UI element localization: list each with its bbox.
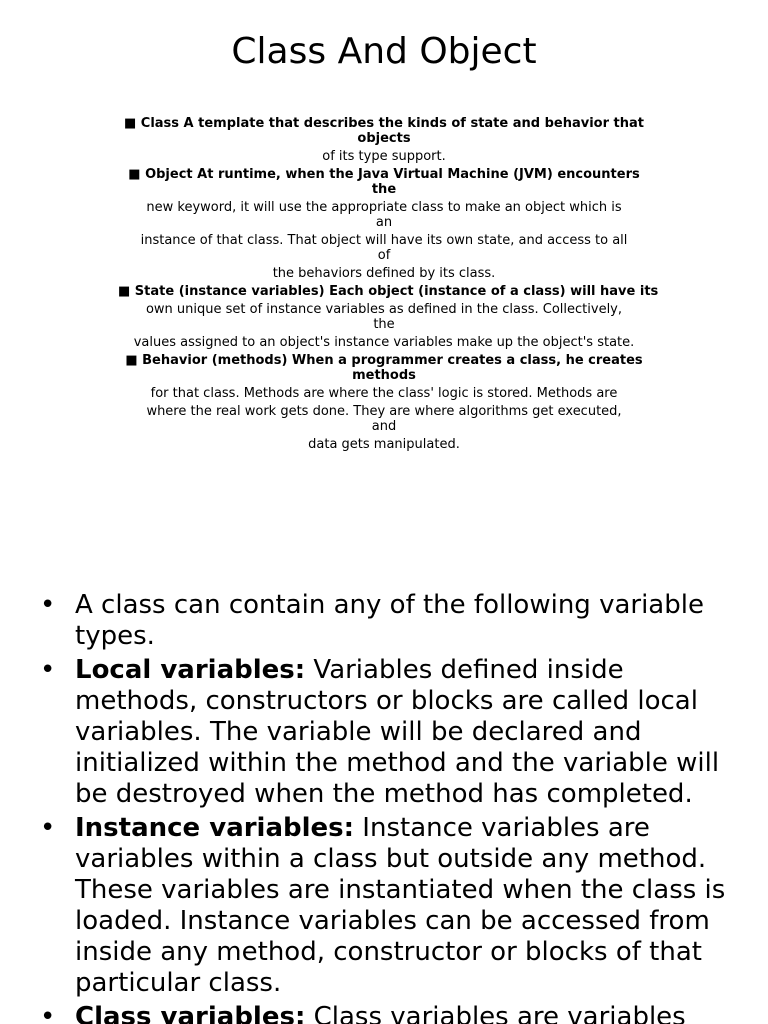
bullet-dot: • bbox=[40, 655, 56, 685]
bullet-text: Variables defined inside methods, constructors or blocks are called local variables. The variable will be declared and initialized within the method and the variable will be destroyed when the method has completed. bbox=[75, 655, 720, 809]
bullet-label: Class variables: bbox=[75, 1002, 306, 1024]
bullet-dot: • bbox=[40, 813, 56, 843]
slide-title: Class And Object bbox=[231, 31, 537, 72]
definition-text: values assigned to an object's instance variables make up the object's state. bbox=[133, 335, 635, 350]
bullet-text: Instance variables are variables within a class but outside any method. These variables are instantiated when the class is loaded. Instance variables can be accessed from inside any method, constructor or blocks of that particular class. bbox=[75, 813, 726, 998]
definition-wrap: an bbox=[375, 215, 393, 230]
bullet-dot: • bbox=[40, 1002, 56, 1024]
definition-text: for that class. Methods are where the class' logic is stored. Methods are bbox=[150, 386, 618, 401]
definition-text: ■ State (instance variables) Each object (instance of a class) will have its bbox=[118, 284, 659, 299]
definition-text: instance of that class. That object will have its own state, and access to all bbox=[140, 233, 628, 248]
bullet-text: A class can contain any of the following variable types. bbox=[75, 590, 704, 651]
definition-text: where the real work gets done. They are where algorithms get executed, bbox=[146, 404, 622, 419]
definition-wrap: objects bbox=[357, 131, 411, 146]
definition-line bbox=[118, 335, 650, 350]
definition-line bbox=[118, 266, 650, 281]
definition-wrap: the bbox=[373, 317, 395, 332]
definition-line bbox=[118, 233, 650, 263]
definition-text: the behaviors defined by its class. bbox=[272, 266, 496, 281]
definition-wrap: the bbox=[371, 182, 397, 197]
bullet-list bbox=[40, 590, 750, 1024]
bullet-item bbox=[40, 655, 750, 810]
definitions-block bbox=[118, 116, 659, 455]
definition-text: own unique set of instance variables as defined in the class. Collectively, bbox=[145, 302, 623, 317]
bullet-text: Class variables are variables bbox=[305, 1002, 686, 1024]
definition-line bbox=[118, 404, 650, 434]
definition-text: ■ Behavior (methods) When a programmer creates a class, he creates bbox=[125, 353, 643, 368]
definition-wrap: methods bbox=[352, 368, 416, 383]
bullet-label: Instance variables: bbox=[75, 813, 355, 843]
definition-line bbox=[118, 200, 650, 230]
definition-line bbox=[118, 116, 650, 146]
definition-wrap: of bbox=[377, 248, 391, 263]
definition-line bbox=[118, 167, 650, 197]
definition-line bbox=[118, 437, 650, 452]
bullet-label: Local variables: bbox=[75, 655, 306, 685]
definition-text: new keyword, it will use the appropriate class to make an object which is bbox=[146, 200, 622, 215]
definition-line bbox=[118, 302, 650, 332]
bullet-item bbox=[40, 590, 750, 652]
definition-text: ■ Object At runtime, when the Java Virtual Machine (JVM) encounters bbox=[128, 167, 640, 182]
definition-text: ■ Class A template that describes the kinds of state and behavior that bbox=[123, 116, 645, 131]
definition-text: data gets manipulated. bbox=[308, 437, 460, 452]
definition-line bbox=[118, 353, 650, 383]
bullet-item bbox=[40, 1002, 750, 1024]
bullet-item bbox=[40, 813, 750, 999]
definition-wrap: and bbox=[371, 419, 397, 434]
definition-line bbox=[118, 386, 650, 401]
bullet-dot: • bbox=[40, 590, 56, 620]
definition-line bbox=[118, 284, 659, 299]
definition-line bbox=[118, 149, 650, 164]
definition-text: of its type support. bbox=[322, 149, 446, 164]
